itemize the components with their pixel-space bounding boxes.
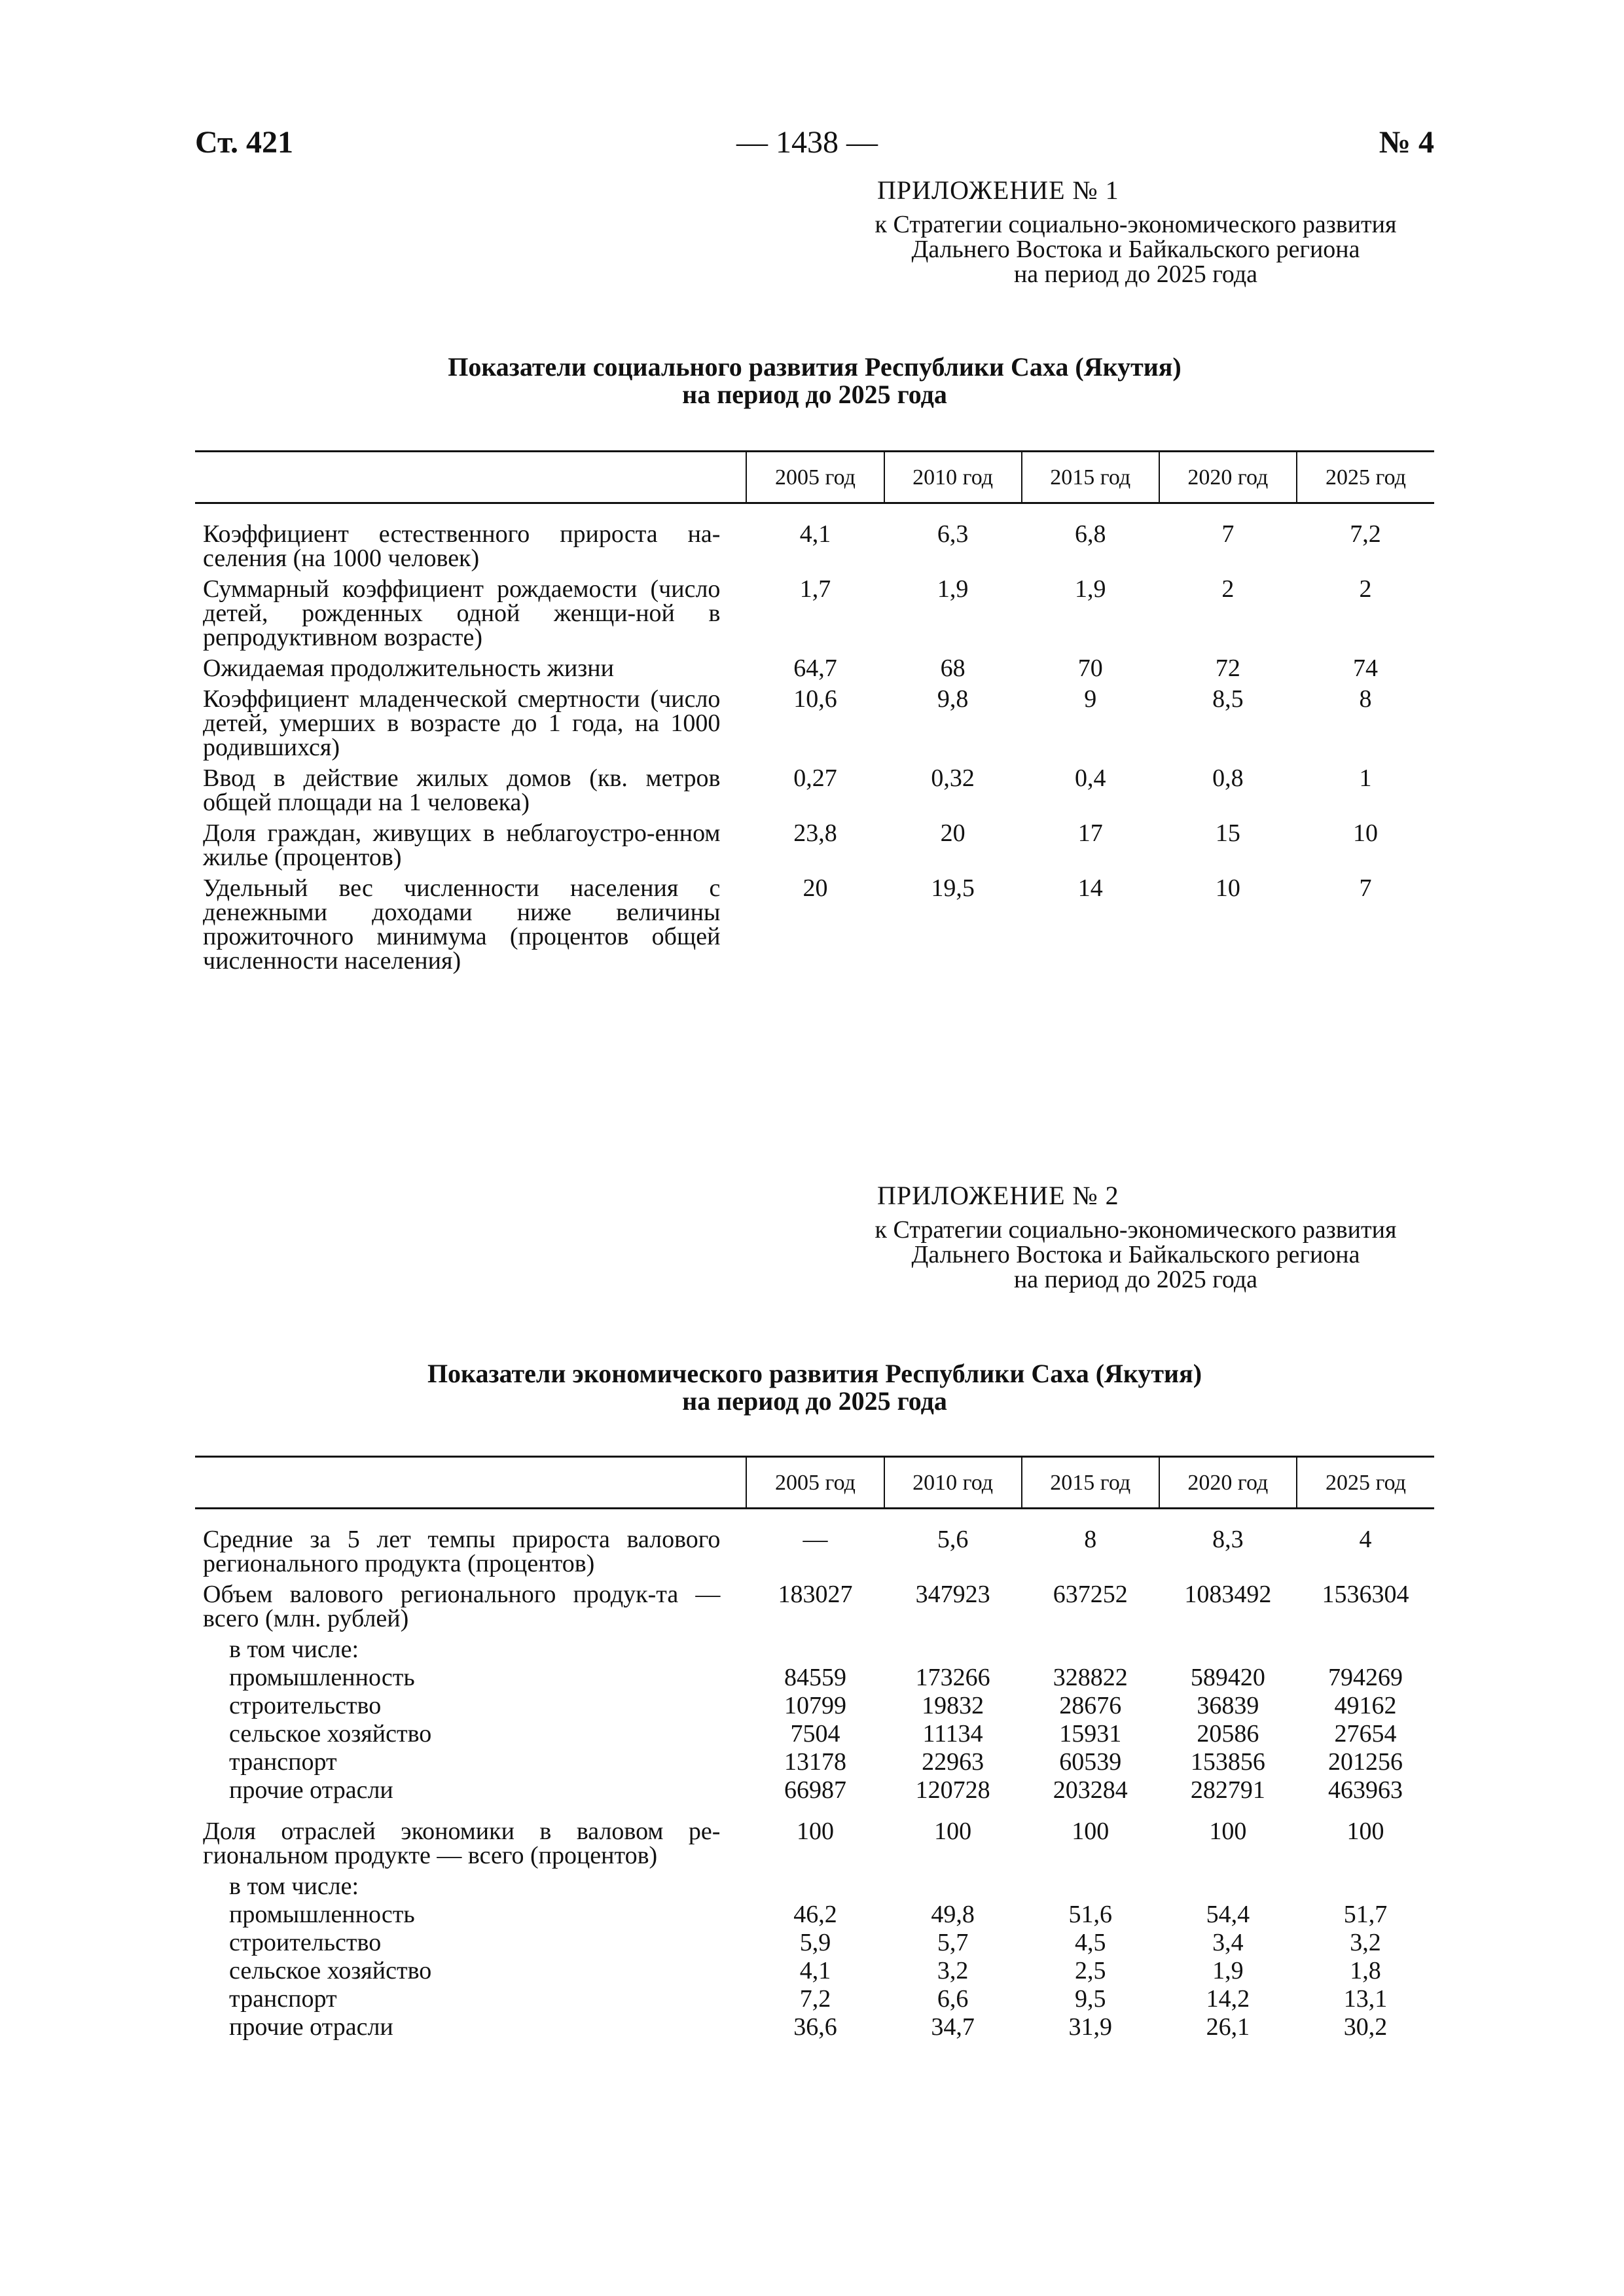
table-row [195, 1722, 1434, 1746]
value-cell: 282791 [1190, 1776, 1265, 1804]
value-cell: 4 [1359, 1526, 1372, 1553]
row-label: Доля отраслей экономики в валовом ре-гиональном продукте — всего (процентов) [203, 1818, 721, 1869]
value-cell: 46,2 [793, 1901, 837, 1928]
column-header: 2025 год [1297, 1457, 1434, 1509]
value-cell: 30,2 [1343, 2013, 1388, 2041]
value-cell: 100 [1346, 1818, 1384, 1845]
row-label: Доля граждан, живущих в неблагоустро-енном жилье (процентов) [203, 819, 721, 871]
row-label: строительство [229, 1692, 382, 1719]
table-row [195, 1638, 1434, 1662]
value-cell: 9,8 [937, 685, 969, 713]
table-row [195, 1528, 1434, 1576]
value-cell: 201256 [1327, 1748, 1403, 1776]
value-cell: 34,7 [931, 2013, 975, 2041]
economic-indicators-table [195, 1456, 1434, 2043]
value-cell: 7 [1221, 520, 1235, 548]
table-row [195, 1778, 1434, 1803]
header-blank-cell [195, 452, 746, 503]
table-row [195, 1931, 1434, 1955]
value-cell: 0,32 [931, 764, 975, 792]
table-header-row [195, 452, 1434, 503]
value-cell: 15931 [1059, 1720, 1122, 1748]
table-row [195, 656, 1434, 681]
value-cell: 19,5 [931, 874, 975, 902]
column-header: 2005 год [746, 452, 884, 503]
value-cell: 9,5 [1074, 1985, 1106, 2013]
spacer-row [195, 503, 1434, 523]
appendix-2-heading [825, 1183, 1447, 1292]
column-header: 2025 год [1297, 452, 1434, 503]
table-2-title-line: Показатели экономического развития Республики Саха (Якутия) [427, 1359, 1202, 1388]
value-cell: 17 [1077, 819, 1103, 847]
appendix-2-title: ПРИЛОЖЕНИЕ № 2 [877, 1181, 1119, 1210]
value-cell: 153856 [1190, 1748, 1265, 1776]
appendix-1-line: Дальнего Востока и Байкальского региона [911, 236, 1360, 263]
value-cell: 13178 [784, 1748, 846, 1776]
value-cell: 0,4 [1074, 764, 1106, 792]
value-cell: 5,7 [937, 1929, 969, 1956]
value-cell: 100 [1072, 1818, 1110, 1845]
value-cell: 1,7 [799, 575, 831, 603]
table-row [195, 1750, 1434, 1774]
value-cell: 64,7 [793, 655, 837, 682]
row-label: Коэффициент естественного прироста на-селения (на 1000 человек) [203, 520, 721, 572]
value-cell: 6,6 [937, 1985, 969, 2013]
value-cell: 794269 [1327, 1664, 1403, 1691]
value-cell: 14 [1077, 874, 1103, 902]
table-row [195, 577, 1434, 650]
value-cell: 10 [1352, 819, 1378, 847]
value-cell: 15 [1215, 819, 1240, 847]
social-indicators-table [195, 450, 1434, 980]
row-label: прочие отрасли [229, 1776, 393, 1804]
value-cell: 27654 [1334, 1720, 1397, 1748]
value-cell [746, 1874, 884, 1899]
value-cell: 8,5 [1212, 685, 1244, 713]
appendix-2-line: к Стратегии социально-экономического развития [875, 1216, 1397, 1244]
value-cell: 5,9 [799, 1929, 831, 1956]
value-cell: 9 [1084, 685, 1097, 713]
row-label: Удельный вес численности населения с денежными доходами ниже величины прожиточного минимума (процентов общей численности населения) [203, 874, 721, 975]
value-cell: 10799 [784, 1692, 846, 1719]
row-label: Коэффициент младенческой смертности (число детей, умерших в возрасте до 1 года, на 1000 родившихся) [203, 685, 721, 761]
issue-number: № 4 [1379, 125, 1434, 160]
value-cell: 54,4 [1206, 1901, 1250, 1928]
row-label: промышленность [229, 1901, 415, 1928]
value-cell: 7 [1359, 874, 1372, 902]
value-cell: 463963 [1327, 1776, 1403, 1804]
value-cell: 20 [803, 874, 828, 902]
row-label: Средние за 5 лет темпы прироста валового регионального продукта (процентов) [203, 1526, 721, 1577]
value-cell: 70 [1077, 655, 1103, 682]
value-cell: 36839 [1197, 1692, 1259, 1719]
value-cell: 3,4 [1212, 1929, 1244, 1956]
value-cell: 22963 [922, 1748, 984, 1776]
value-cell [746, 1638, 884, 1662]
table-row [195, 821, 1434, 870]
value-cell: 8 [1359, 685, 1372, 713]
row-label: Ожидаемая продолжительность жизни [203, 655, 614, 682]
column-header: 2010 год [884, 1457, 1022, 1509]
value-cell: 0,8 [1212, 764, 1244, 792]
value-cell: 1,9 [937, 575, 969, 603]
value-cell: 51,7 [1343, 1901, 1388, 1928]
page-number: — 1438 — [736, 125, 878, 160]
row-label: транспорт [229, 1748, 337, 1776]
value-cell: 2 [1221, 575, 1235, 603]
row-label: в том числе: [229, 1873, 359, 1900]
value-cell: 120728 [915, 1776, 990, 1804]
row-label: Объем валового регионального продук-та — всего (млн. рублей) [203, 1581, 721, 1632]
value-cell: 23,8 [793, 819, 837, 847]
value-cell: 74 [1352, 655, 1378, 682]
value-cell: 84559 [784, 1664, 846, 1691]
value-cell: 7,2 [799, 1985, 831, 2013]
column-header: 2020 год [1159, 1457, 1297, 1509]
value-cell: 31,9 [1068, 2013, 1112, 2041]
appendix-2-line: Дальнего Востока и Байкальского региона [911, 1241, 1360, 1268]
value-cell: 1536304 [1322, 1581, 1409, 1608]
value-cell: 68 [940, 655, 965, 682]
row-label: сельское хозяйство [229, 1720, 432, 1748]
value-cell: 637252 [1053, 1581, 1128, 1608]
value-cell: 4,1 [799, 520, 831, 548]
value-cell [884, 1638, 1022, 1662]
table-row [195, 522, 1434, 571]
value-cell: 10,6 [793, 685, 837, 713]
article-number: Ст. 421 [195, 125, 293, 160]
value-cell: 72 [1215, 655, 1240, 682]
value-cell: 28676 [1059, 1692, 1122, 1719]
appendix-1-heading [825, 175, 1447, 288]
table-row [195, 1820, 1434, 1868]
table-row [195, 1694, 1434, 1718]
table-2-title [195, 1360, 1434, 1415]
value-cell: 10 [1215, 874, 1240, 902]
value-cell: 328822 [1053, 1664, 1128, 1691]
value-cell: 4,5 [1074, 1929, 1106, 1956]
value-cell: 49162 [1334, 1692, 1397, 1719]
table-row [195, 766, 1434, 815]
table-row [195, 876, 1434, 973]
value-cell: 2,5 [1074, 1957, 1106, 1984]
value-cell: 183027 [778, 1581, 853, 1608]
table-1-title-line: Показатели социального развития Республики Саха (Якутия) [448, 352, 1182, 382]
value-cell: 1,9 [1074, 575, 1106, 603]
value-cell: — [803, 1526, 828, 1553]
value-cell: 66987 [784, 1776, 846, 1804]
value-cell: 20586 [1197, 1720, 1259, 1748]
value-cell: 11134 [922, 1720, 983, 1748]
value-cell: 6,3 [937, 520, 969, 548]
value-cell: 1083492 [1184, 1581, 1272, 1608]
column-header: 2020 год [1159, 452, 1297, 503]
table-2-title-line: на период до 2025 года [682, 1386, 947, 1416]
value-cell: 7504 [790, 1720, 840, 1748]
row-label: Ввод в действие жилых домов (кв. метров общей площади на 1 человека) [203, 764, 721, 816]
column-header: 2015 год [1022, 1457, 1159, 1509]
row-label: в том числе: [229, 1636, 359, 1663]
table-row [195, 1987, 1434, 2011]
column-header: 2010 год [884, 452, 1022, 503]
value-cell: 100 [1209, 1818, 1247, 1845]
value-cell: 6,8 [1074, 520, 1106, 548]
header-blank-cell [195, 1457, 746, 1509]
value-cell: 3,2 [937, 1957, 969, 1984]
value-cell: 347923 [915, 1581, 990, 1608]
row-label: Суммарный коэффициент рождаемости (число детей, рожденных одной женщи-ной в репродуктивном возрасте) [203, 575, 721, 651]
value-cell: 60539 [1059, 1748, 1122, 1776]
table-row [195, 687, 1434, 760]
value-cell [1159, 1638, 1297, 1662]
value-cell [884, 1874, 1022, 1899]
value-cell: 8,3 [1212, 1526, 1244, 1553]
table-row [195, 1959, 1434, 1983]
column-header: 2005 год [746, 1457, 884, 1509]
appendix-2-line: на период до 2025 года [1013, 1266, 1258, 1293]
value-cell [1297, 1874, 1434, 1899]
value-cell [1022, 1638, 1159, 1662]
table-1-title [195, 353, 1434, 408]
row-label: сельское хозяйство [229, 1957, 432, 1984]
value-cell: 20 [940, 819, 965, 847]
value-cell: 19832 [922, 1692, 984, 1719]
value-cell: 14,2 [1206, 1985, 1250, 2013]
table-1-title-line: на период до 2025 года [682, 380, 947, 409]
column-header: 2015 год [1022, 452, 1159, 503]
value-cell: 7,2 [1350, 520, 1381, 548]
value-cell: 26,1 [1206, 2013, 1250, 2041]
row-label: промышленность [229, 1664, 415, 1691]
value-cell: 100 [934, 1818, 972, 1845]
value-cell: 1 [1359, 764, 1372, 792]
table-row [195, 1583, 1434, 1631]
value-cell: 1,8 [1350, 1957, 1381, 1984]
value-cell: 203284 [1053, 1776, 1128, 1804]
value-cell: 2 [1359, 575, 1372, 603]
value-cell: 4,1 [799, 1957, 831, 1984]
value-cell: 5,6 [937, 1526, 969, 1553]
value-cell [1297, 1638, 1434, 1662]
value-cell: 13,1 [1343, 1985, 1388, 2013]
table-header-row [195, 1457, 1434, 1509]
value-cell: 173266 [915, 1664, 990, 1691]
row-label: строительство [229, 1929, 382, 1956]
appendix-1-line: к Стратегии социально-экономического развития [875, 211, 1397, 238]
table-row [195, 1874, 1434, 1899]
value-cell [1159, 1874, 1297, 1899]
value-cell [1022, 1874, 1159, 1899]
table-row [195, 1666, 1434, 1690]
value-cell: 49,8 [931, 1901, 975, 1928]
value-cell: 1,9 [1212, 1957, 1244, 1984]
appendix-1-title: ПРИЛОЖЕНИЕ № 1 [877, 175, 1119, 205]
value-cell: 3,2 [1350, 1929, 1381, 1956]
row-label: транспорт [229, 1985, 337, 2013]
value-cell: 8 [1084, 1526, 1097, 1553]
value-cell: 0,27 [793, 764, 837, 792]
spacer-row [195, 1509, 1434, 1528]
table-row [195, 1903, 1434, 1927]
appendix-1-line: на период до 2025 года [1013, 260, 1258, 288]
value-cell: 100 [796, 1818, 834, 1845]
row-label: прочие отрасли [229, 2013, 393, 2041]
value-cell: 36,6 [793, 2013, 837, 2041]
value-cell: 51,6 [1068, 1901, 1112, 1928]
table-row [195, 2015, 1434, 2039]
value-cell: 589420 [1190, 1664, 1265, 1691]
